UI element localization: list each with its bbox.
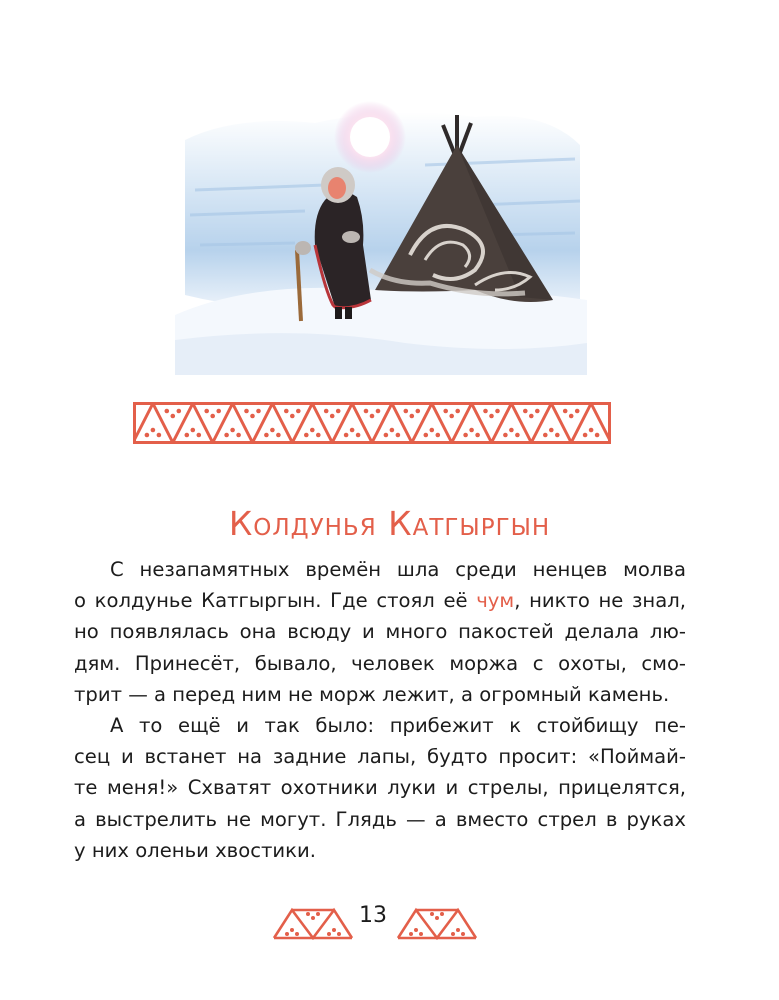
ornament-dot — [483, 409, 488, 414]
footer-dot — [440, 912, 444, 916]
ornament-dot — [336, 409, 341, 414]
ornament-dot — [290, 414, 295, 419]
footer-dot — [290, 928, 294, 932]
ornament-dot — [250, 414, 255, 419]
ornament-dot — [185, 433, 190, 438]
page-number: 13 — [359, 903, 387, 928]
ornament-dot — [384, 433, 389, 438]
ornament-dot — [575, 409, 580, 414]
footer-dot — [451, 932, 455, 936]
ornament-dot — [236, 433, 241, 438]
text-line: А то ещё и так было: прибежит к стойбищу пе- — [110, 714, 686, 738]
text-line: у них оленьи хвостики. — [74, 838, 316, 862]
chapter-heading: Колдунья Катгыргын — [228, 504, 551, 544]
ornament-dot — [270, 428, 275, 433]
footer-dot — [456, 928, 460, 932]
footer-ornament-left — [272, 906, 354, 940]
ornament-dot — [455, 409, 460, 414]
ornament-dot — [475, 433, 480, 438]
ornament-dot — [344, 433, 349, 438]
ornament-dot — [376, 409, 381, 414]
ornament-dot — [430, 428, 435, 433]
footer-dot — [285, 932, 289, 936]
ornament-dot — [224, 433, 229, 438]
ornament-dot — [523, 409, 528, 414]
text-line: дям. Принесёт, бывало, человек моржа с охоты, смо- — [74, 651, 686, 675]
ornament-dot — [495, 409, 500, 414]
footer-dot — [306, 912, 310, 916]
footer-dot — [435, 916, 439, 920]
ornament-dot — [529, 414, 534, 419]
ornament-dot — [463, 433, 468, 438]
ornament-dot — [316, 433, 321, 438]
ornament-dot — [449, 414, 454, 419]
ornament-dot — [157, 433, 162, 438]
story-paragraph — [74, 710, 686, 866]
footer-dot — [316, 912, 320, 916]
text-segment: , никто не знал, — [514, 589, 686, 613]
ornament-dot — [145, 433, 150, 438]
ornament-dot — [256, 409, 261, 414]
footer-ornament-right — [396, 906, 478, 940]
ornament-dot — [204, 409, 209, 414]
ornament-dot — [503, 433, 508, 438]
ornament-dot — [535, 409, 540, 414]
ornament-dot — [515, 433, 520, 438]
ornament-dot — [583, 433, 588, 438]
ornament-dot — [356, 433, 361, 438]
ornament-dot — [197, 433, 202, 438]
ornament-dot — [404, 409, 409, 414]
ornament-dot — [509, 428, 514, 433]
ornament-dot — [264, 433, 269, 438]
ornament-dot — [589, 428, 594, 433]
ornament-dot — [171, 414, 176, 419]
ornament-dot — [216, 409, 221, 414]
glossary-term[interactable]: чум — [476, 589, 515, 613]
ornament-dot — [210, 414, 215, 419]
text-line: С незапамятных времён шла среди ненцев молва — [110, 558, 686, 581]
ornament-dot — [324, 409, 329, 414]
text-line: те меня!» Схватят охотники луки и стрелы, прицелятся, — [74, 776, 686, 800]
footer-dot — [414, 928, 418, 932]
ornament-dot — [424, 433, 429, 438]
text-line: но появлялась она всюду и много пакостей делала лю- — [74, 620, 686, 644]
text-line — [74, 585, 686, 616]
ornament-dot — [230, 428, 235, 433]
footer-dot — [337, 932, 341, 936]
ornament-dot — [396, 433, 401, 438]
ornament-dot — [364, 409, 369, 414]
illustration-elder-and-chum — [175, 85, 587, 375]
footer-dot — [419, 932, 423, 936]
ornament-dot — [296, 409, 301, 414]
text-line: трит — а перед ним не морж лежит, а огромный камень. — [74, 682, 670, 706]
footer-dot — [332, 928, 336, 932]
ornament-dot — [595, 433, 600, 438]
ornament-dot — [244, 409, 249, 414]
ornament-dot — [549, 428, 554, 433]
footer-dot — [311, 916, 315, 920]
ornament-dot — [191, 428, 196, 433]
footer-dot — [430, 912, 434, 916]
story-paragraph — [74, 554, 686, 710]
ornament-dot — [330, 414, 335, 419]
ornament-dot — [563, 409, 568, 414]
ornament-dot — [390, 428, 395, 433]
band-zigzag — [133, 404, 611, 443]
ornament-dot — [177, 409, 182, 414]
ornament-dot — [436, 433, 441, 438]
text-segment: о колдунье Катгыргын. Где стоял её — [74, 589, 477, 613]
ornament-dot — [310, 428, 315, 433]
ornament-dot — [469, 428, 474, 433]
sun-core — [350, 117, 390, 157]
ornament-dot — [416, 409, 421, 414]
footer-dot — [409, 932, 413, 936]
footer-dot — [327, 932, 331, 936]
ornament-dot — [276, 433, 281, 438]
ornament-dot — [350, 428, 355, 433]
ornament-dot — [304, 433, 309, 438]
ornament-dot — [543, 433, 548, 438]
ornament-dot — [569, 414, 574, 419]
ornament-dot — [165, 409, 170, 414]
ornament-dot — [555, 433, 560, 438]
ornament-dot — [489, 414, 494, 419]
text-line: а выстрелить не могут. Глядь — а вместо стрел в руках — [74, 807, 686, 831]
ornament-band — [133, 402, 611, 444]
ornament-dot — [151, 428, 156, 433]
ornament-dot — [410, 414, 415, 419]
ornament-dot — [284, 409, 289, 414]
footer-dot — [295, 932, 299, 936]
ornament-dot — [370, 414, 375, 419]
footer-dot — [461, 932, 465, 936]
ornament-dot — [443, 409, 448, 414]
story-text — [74, 554, 686, 866]
text-line: сец и встанет на задние лапы, будто просит: «Поймай- — [74, 745, 686, 769]
